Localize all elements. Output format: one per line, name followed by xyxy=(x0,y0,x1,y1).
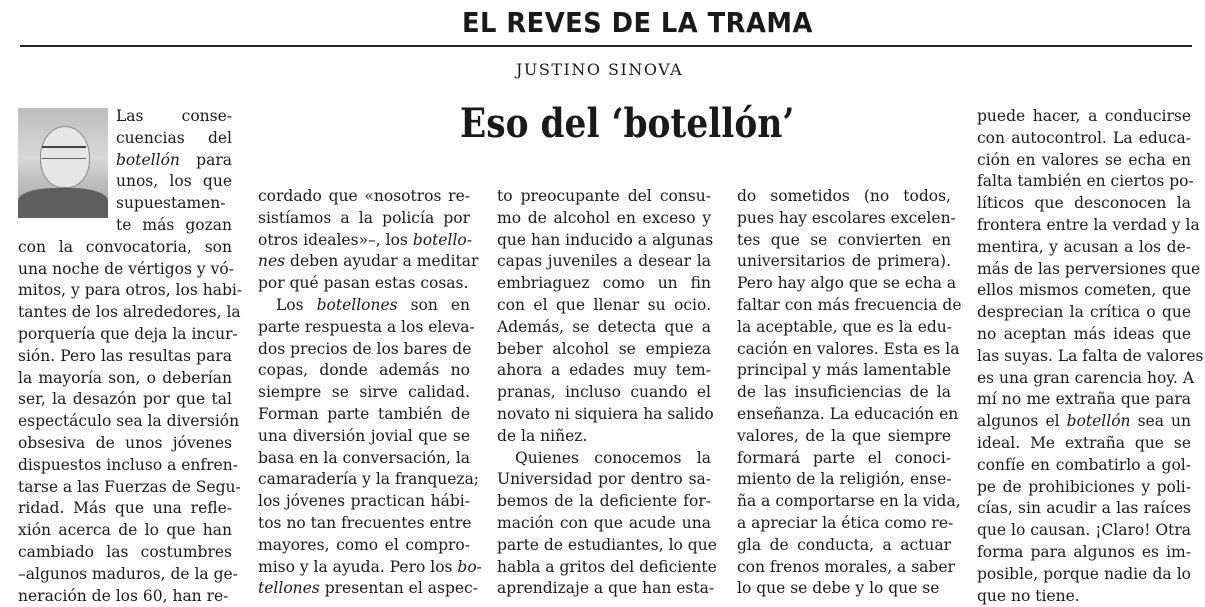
column-1-lines xyxy=(18,237,243,607)
text-line: universitarios de primera). xyxy=(737,252,951,271)
text-line: do sometidos (no todos, xyxy=(737,187,951,205)
column-4 xyxy=(737,186,962,600)
text-line: las suyas. La falta de valores xyxy=(977,346,1204,365)
text-line: a apreciar la ética como re- xyxy=(737,513,954,532)
text-line: que no tiene. xyxy=(977,586,1080,605)
text-line: ahora a edades muy tem- xyxy=(497,361,711,380)
column-5 xyxy=(977,106,1204,607)
text-line: tes que se convierten en xyxy=(737,230,951,249)
headline: Eso del ‘botellón’ xyxy=(460,100,795,147)
column-1-wrapped-lines xyxy=(116,106,232,237)
text-line: ción en valores se echa en xyxy=(977,150,1191,169)
text-line: Los botellones son en xyxy=(276,295,471,314)
text-line: enseñanza. La educación en xyxy=(737,404,959,423)
text-line: nes deben ayudar a meditar xyxy=(258,252,479,271)
text-line: desprecian la crítica o que xyxy=(977,303,1191,322)
text-line: los jóvenes practican hábi- xyxy=(258,492,470,511)
text-line: to preocupante del consu- xyxy=(497,187,711,205)
text-line: aprendizaje a que han esta- xyxy=(497,579,715,598)
text-line: principal y más lamentable xyxy=(737,361,951,380)
text-line: tantes de los alrededores, la xyxy=(18,303,241,322)
text-line: pues hay escolares excelen- xyxy=(737,208,956,227)
text-line: supuestamen- xyxy=(116,194,226,213)
text-line: por qué pasan estas cosas. xyxy=(258,274,469,293)
text-line: puede hacer, a conducirse xyxy=(977,107,1191,125)
text-line: sión. Pero las resultas para xyxy=(18,346,232,365)
text-line: dispuestos incluso a enfren- xyxy=(18,455,238,474)
text-line: confíe en combatirlo a gol- xyxy=(977,455,1191,474)
text-line: pe de prohibiciones y poli- xyxy=(977,477,1191,496)
text-line: pranas, incluso cuando el xyxy=(497,383,711,402)
text-line: capas juveniles a desear la xyxy=(497,252,711,271)
column-3 xyxy=(497,186,717,600)
text-line: dos precios de los bares de xyxy=(258,339,472,358)
text-line: que lo causan. ¡Claro! Otra xyxy=(977,521,1191,540)
text-line: neración de los 60, han re- xyxy=(18,586,229,605)
text-line: más de las perversiones que xyxy=(977,259,1201,278)
column-1 xyxy=(18,106,243,607)
text-line: ellos mismos cometen, que xyxy=(977,281,1191,300)
text-line: Además, se detecta que a xyxy=(497,317,711,336)
text-line: que han inducido a algunas xyxy=(497,230,714,249)
text-line: Forman parte también de xyxy=(258,404,470,423)
text-line: mación con que acude una xyxy=(497,513,711,532)
text-line: cambiado las costumbres xyxy=(18,542,232,561)
text-line: la aceptable, que es la edu- xyxy=(737,317,953,336)
section-title: EL REVES DE LA TRAMA xyxy=(462,6,813,39)
text-line: ser, la desazón por que tal xyxy=(18,390,232,409)
column-2-lines xyxy=(258,186,482,600)
text-line: ideal. Me extraña que se xyxy=(977,433,1191,452)
text-line: con el que llenar su ocio. xyxy=(497,295,711,314)
text-line: miento de la religión, ense- xyxy=(737,470,952,489)
text-line: con autocontrol. La educa- xyxy=(977,128,1191,147)
text-line: obsesiva de unos jóvenes xyxy=(18,433,232,452)
text-line: otros ideales»–, los botello- xyxy=(258,230,472,249)
text-line: falta también en ciertos po- xyxy=(977,172,1194,191)
text-line: embriaguez como un fin xyxy=(497,274,711,293)
text-line: camaradería y la franqueza; xyxy=(258,470,480,489)
text-line: habla a gritos del deficiente xyxy=(497,557,717,576)
text-line: beber alcohol se empieza xyxy=(497,339,711,358)
text-line: no aceptan más ideas que xyxy=(977,324,1191,343)
text-line: cordado que «nosotros re- xyxy=(258,187,470,205)
text-line: posible, porque nadie da lo xyxy=(977,564,1191,583)
text-line: Las conse- xyxy=(116,107,232,125)
text-line: cías, sin acudir a las raíces xyxy=(977,499,1191,518)
text-line: frontera entre la verdad y la xyxy=(977,215,1200,234)
section-rule xyxy=(20,45,1192,47)
text-line: cación en valores. Esta es la xyxy=(737,339,960,358)
text-line: copas, donde además no xyxy=(258,361,470,380)
text-line: parte respuesta a los eleva- xyxy=(258,317,475,336)
text-line: miso y la ayuda. Pero los bo- xyxy=(258,557,482,576)
text-line: con frenos morales, a saber xyxy=(737,557,955,576)
text-line: mí no me extraña que para xyxy=(977,390,1191,409)
text-line: mitos, y para otros, los habi- xyxy=(18,281,243,300)
text-line: la mayoría son, o deberían xyxy=(18,368,232,387)
text-line: algunos el botellón sea un xyxy=(977,412,1191,431)
column-2 xyxy=(258,186,482,600)
text-line: sistíamos a la policía por xyxy=(258,208,470,227)
text-line: basa en la conversación, la xyxy=(258,448,471,467)
text-line: una noche de vértigos y vó- xyxy=(18,259,234,278)
column-5-lines xyxy=(977,106,1204,607)
column-3-lines xyxy=(497,186,717,600)
text-line: lo que se debe y lo que se xyxy=(737,579,940,598)
text-line: cuencias del xyxy=(116,128,232,147)
text-line: líticos que desconocen la xyxy=(977,194,1191,213)
text-line: Universidad por dentro sa- xyxy=(497,470,711,489)
text-line: tellones presentan el aspec- xyxy=(258,579,478,598)
text-line: espectáculo sea la diversión xyxy=(18,412,240,431)
text-line: una diversión jovial que se xyxy=(258,426,470,445)
text-line: novato ni siquiera ha salido xyxy=(497,404,714,423)
text-line: Pero hay algo que se echa a xyxy=(737,274,957,293)
text-line: xión acerca de lo que han xyxy=(18,521,232,540)
text-line: unos, los que xyxy=(116,172,232,191)
text-line: es una gran carencia hoy. A xyxy=(977,368,1195,387)
text-line: valores, de la que siempre xyxy=(737,426,951,445)
text-line: tos no tan frecuentes entre xyxy=(258,513,472,532)
text-line: siempre se sirve calidad. xyxy=(258,383,470,402)
text-line: te más gozan xyxy=(116,215,232,234)
text-line: porquería que deja la incur- xyxy=(18,324,238,343)
text-line: tarse a las Fuerzas de Segu- xyxy=(18,477,241,496)
text-line: con la convocatoria, son xyxy=(18,237,232,256)
text-line: botellón para xyxy=(116,150,232,169)
text-line: ridad. Más que una refle- xyxy=(18,499,232,518)
column-4-lines xyxy=(737,186,962,600)
text-line: –algunos maduros, de la ge- xyxy=(18,564,238,583)
text-line: de la niñez. xyxy=(497,426,588,445)
text-line: Quienes conocemos la xyxy=(515,448,711,467)
text-line: mentira, y acusan a los de- xyxy=(977,237,1191,256)
text-line: mo de alcohol en exceso y xyxy=(497,208,711,227)
text-line: bemos de la deficiente for- xyxy=(497,492,711,511)
text-line: faltar con más frecuencia de xyxy=(737,295,962,314)
author-byline: JUSTINO SINOVA xyxy=(516,60,684,79)
text-line: de las insuficiencias de la xyxy=(737,383,951,402)
text-line: forma para algunos es im- xyxy=(977,542,1191,561)
text-line: parte de estudiantes, lo que xyxy=(497,535,717,554)
text-line: gla de conducta, a actuar xyxy=(737,535,951,554)
text-line: ña a comportarse en la vida, xyxy=(737,492,961,511)
text-line: mayores, como el compro- xyxy=(258,535,470,554)
text-line: formará parte el conoci- xyxy=(737,448,951,467)
